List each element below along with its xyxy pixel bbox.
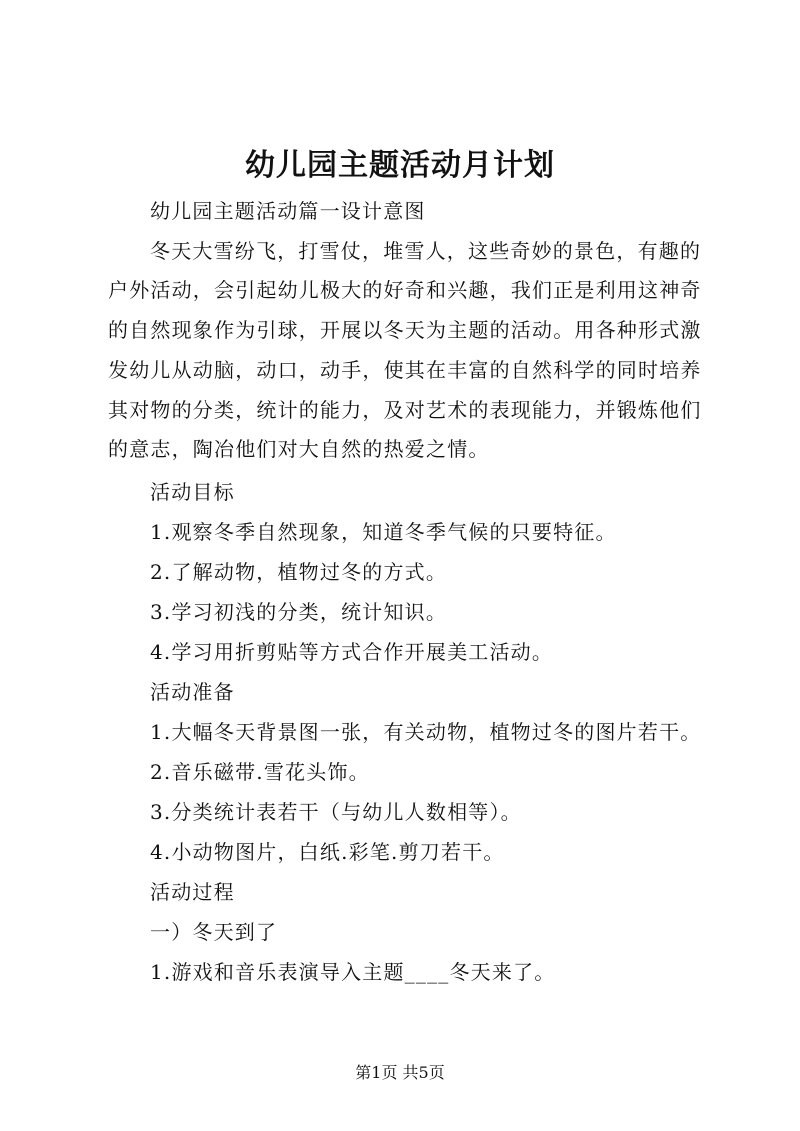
document-title: 幼儿园主题活动月计划	[245, 148, 555, 183]
section-heading-design-intent: 幼儿园主题活动篇一设计意图	[150, 199, 426, 223]
paragraph-line: 冬天大雪纷飞，打雪仗，堆雪人，这些奇妙的景色，有趣的	[150, 239, 702, 263]
subsection-heading: 一）冬天到了	[150, 920, 278, 944]
list-item: 4.小动物图片，白纸.彩笔.剪刀若干。	[150, 840, 505, 864]
list-item: 3.分类统计表若干（与幼儿人数相等）。	[150, 800, 522, 824]
paragraph-line: 其对物的分类，统计的能力，及对艺术的表现能力，并锻炼他们	[108, 398, 702, 422]
page-number-footer: 第1页 共5页	[355, 1063, 445, 1082]
paragraph-line: 的意志，陶冶他们对大自然的热爱之情。	[108, 437, 490, 461]
list-item: 1.游戏和音乐表演导入主题____冬天来了。	[150, 960, 556, 984]
section-heading-preparation: 活动准备	[150, 680, 235, 704]
section-heading-goals: 活动目标	[150, 480, 235, 504]
list-item: 1.观察冬季自然现象，知道冬季气候的只要特征。	[150, 520, 617, 544]
list-item: 4.学习用折剪贴等方式合作开展美工活动。	[150, 640, 554, 664]
paragraph-line: 户外活动，会引起幼儿极大的好奇和兴趣，我们正是利用这神奇	[108, 278, 702, 302]
paragraph-line: 的自然现象作为引球，开展以冬天为主题的活动。用各种形式激	[108, 318, 702, 342]
paragraph-line: 发幼儿从动脑，动口，动手，使其在丰富的自然科学的同时培养	[108, 358, 702, 382]
section-heading-process: 活动过程	[150, 880, 235, 904]
list-item: 2.音乐磁带.雪花头饰。	[150, 760, 370, 784]
list-item: 2.了解动物，植物过冬的方式。	[150, 560, 448, 584]
list-item: 1.大幅冬天背景图一张，有关动物，植物过冬的图片若干。	[150, 720, 702, 744]
list-item: 3.学习初浅的分类，统计知识。	[150, 600, 448, 624]
